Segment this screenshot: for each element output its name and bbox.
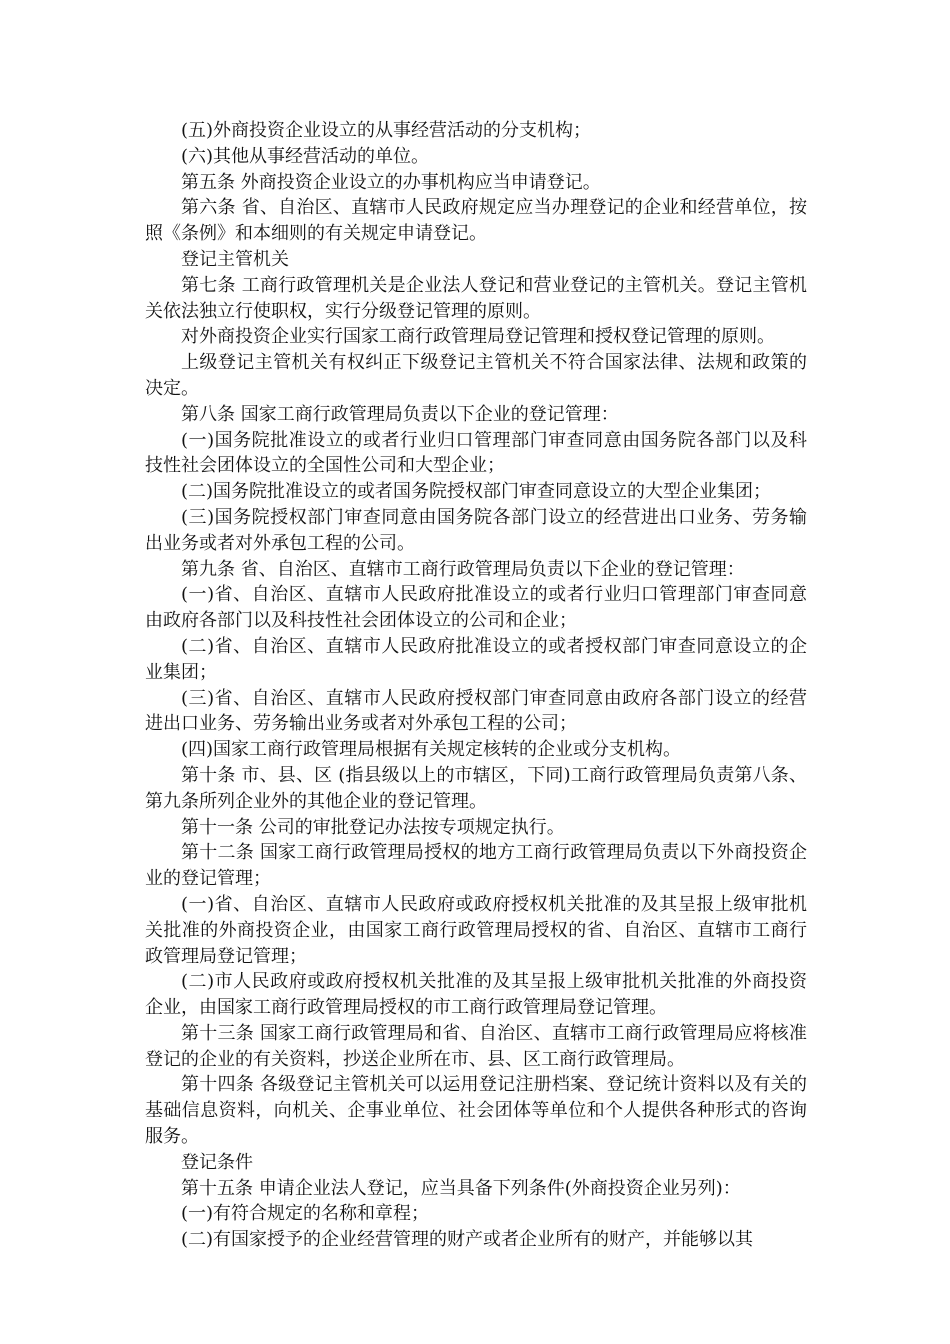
paragraph: 对外商投资企业实行国家工商行政管理局登记管理和授权登记管理的原则。: [181, 326, 775, 348]
paragraph: (二)有国家授予的企业经营管理的财产或者企业所有的财产，并能够以其: [181, 1229, 754, 1251]
paragraph: (五)外商投资企业设立的从事经营活动的分支机构；: [181, 120, 592, 141]
paragraph: (二)国务院批准设立的或者国务院授权部门审查同意设立的大型企业集团；: [181, 481, 772, 503]
section-heading: 登记条件: [181, 1151, 253, 1173]
paragraph: (一)省、自治区、直辖市人民政府或政府授权机关批准的及其呈报上级审批机关批准的外商投资企业，由国家工商行政管理局授权的省、自治区、直辖市工商行政管理局登记管理；: [145, 893, 807, 967]
paragraph: (二)省、自治区、直辖市人民政府批准设立的或者授权部门审查同意设立的企业集团；: [145, 635, 807, 683]
paragraph: (六)其他从事经营活动的单位。: [181, 145, 430, 167]
paragraph: 第十二条 国家工商行政管理局授权的地方工商行政管理局负责以下外商投资企业的登记管理；: [145, 842, 807, 890]
section-heading: 登记主管机关: [181, 248, 289, 270]
paragraph: 上级登记主管机关有权纠正下级登记主管机关不符合国家法律、法规和政策的决定。: [145, 352, 807, 399]
document-page: [145, 118, 807, 1253]
paragraph: (一)省、自治区、直辖市人民政府批准设立的或者行业归口管理部门审查同意由政府各部门以及科技性社会团体设立的公司和企业；: [145, 584, 807, 632]
paragraph: 第九条 省、自治区、直辖市工商行政管理局负责以下企业的登记管理：: [181, 558, 745, 580]
paragraph: 第七条 工商行政管理机关是企业法人登记和营业登记的主管机关。登记主管机关依法独立行使职权，实行分级登记管理的原则。: [145, 274, 807, 322]
paragraph: 第十条 市、县、区 (指县级以上的市辖区，下同)工商行政管理局负责第八条、第九条所列企业外的其他企业的登记管理。: [145, 764, 807, 812]
paragraph: (三)省、自治区、直辖市人民政府授权部门审查同意由政府各部门设立的经营进出口业务、劳务输出业务或者对外承包工程的公司；: [145, 687, 807, 735]
paragraph: (二)市人民政府或政府授权机关批准的及其呈报上级审批机关批准的外商投资企业，由国家工商行政管理局授权的市工商行政管理局登记管理。: [145, 971, 807, 1019]
paragraph: 第十四条 各级登记主管机关可以运用登记注册档案、登记统计资料以及有关的基础信息资料，向机关、企事业单位、社会团体等单位和个人提供各种形式的咨询服务。: [145, 1074, 807, 1148]
paragraph: 第六条 省、自治区、直辖市人民政府规定应当办理登记的企业和经营单位，按照《条例》和本细则的有关规定申请登记。: [145, 197, 807, 245]
paragraph: 第八条 国家工商行政管理局负责以下企业的登记管理：: [181, 403, 619, 425]
paragraph: (四)国家工商行政管理局根据有关规定核转的企业或分支机构。: [181, 739, 682, 761]
paragraph: 第五条 外商投资企业设立的办事机构应当申请登记。: [181, 171, 601, 193]
paragraph: (一)有符合规定的名称和章程；: [181, 1203, 430, 1225]
paragraph: 第十三条 国家工商行政管理局和省、自治区、直辖市工商行政管理局应将核准登记的企业的有关资料，抄送企业所在市、县、区工商行政管理局。: [145, 1022, 807, 1070]
paragraph: 第十一条 公司的审批登记办法按专项规定执行。: [181, 816, 565, 838]
paragraph: (一)国务院批准设立的或者行业归口管理部门审查同意由国务院各部门以及科技性社会团体设立的全国性公司和大型企业；: [145, 429, 807, 477]
paragraph: (三)国务院授权部门审查同意由国务院各部门设立的经营进出口业务、劳务输出业务或者对外承包工程的公司。: [145, 506, 807, 554]
paragraph: 第十五条 申请企业法人登记，应当具备下列条件(外商投资企业另列)：: [181, 1177, 741, 1199]
